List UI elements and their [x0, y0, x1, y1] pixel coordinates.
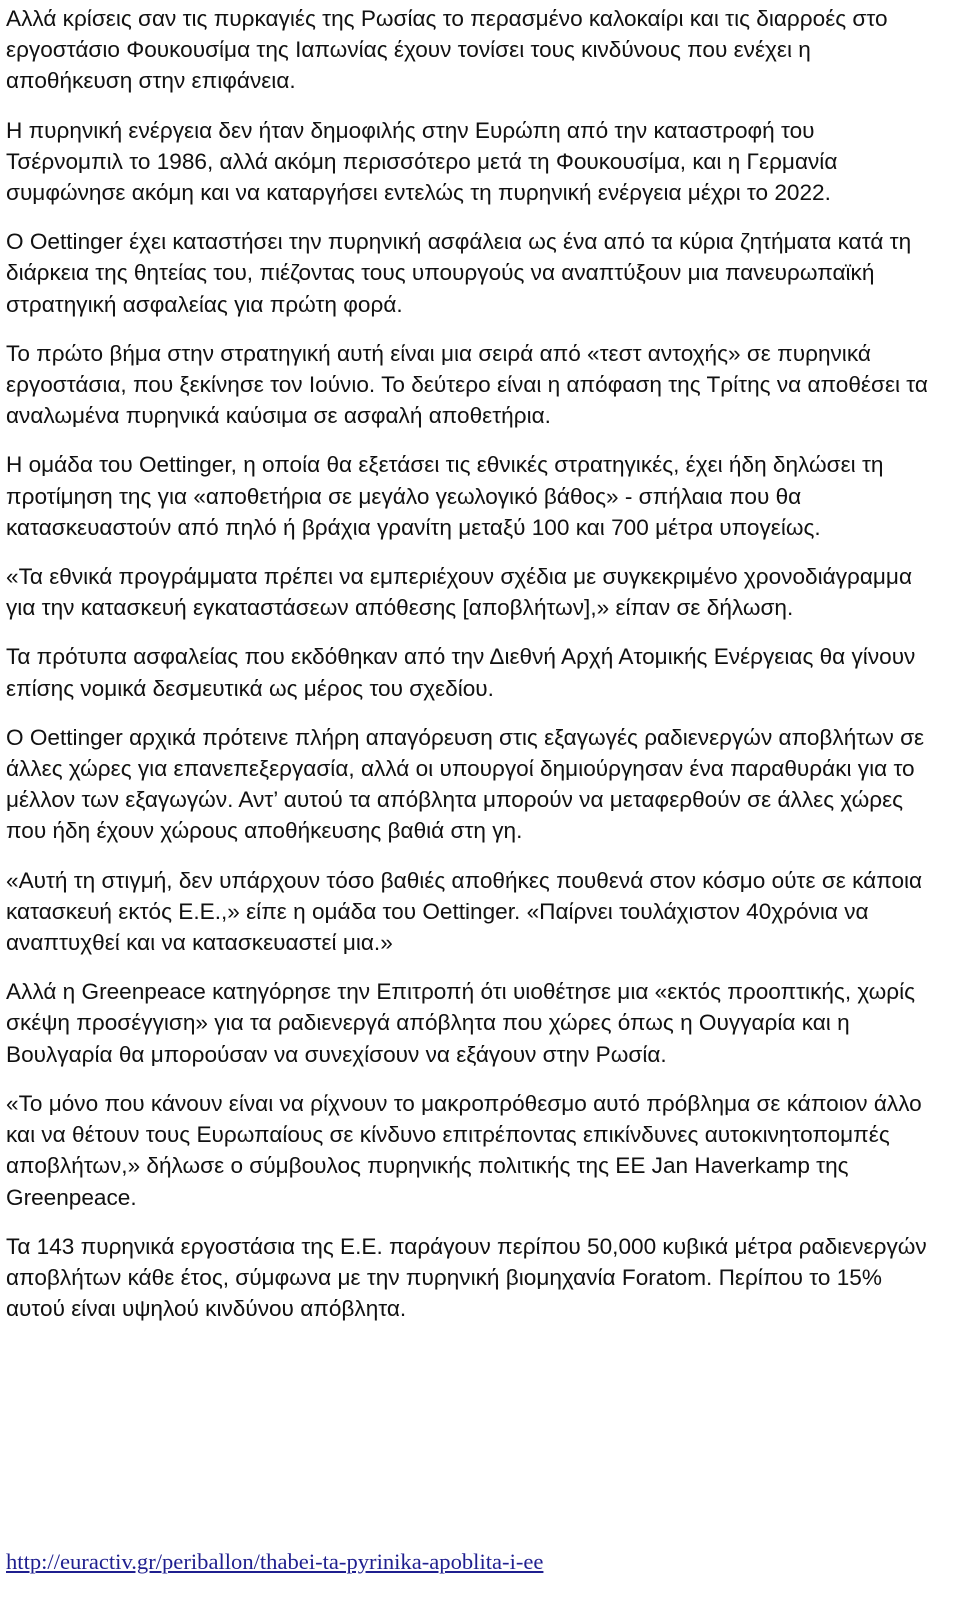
paragraph-2: Η πυρηνική ενέργεια δεν ήταν δημοφιλής στην Ευρώπη από την καταστροφή του Τσέρνομπιλ το 1986, αλλά ακόμη περισσότερο μετά τη Φουκουσίμα, και η Γερμανία συμφώνησε ακόμη και να καταργήσει εντελώς τη πυρηνική ενέργεια μέχρι το 2022.	[6, 117, 838, 206]
paragraph-6: «Τα εθνικά προγράμματα πρέπει να εμπεριέχουν σχέδια με συγκεκριμένο χρονοδιάγραμμα για την κατασκευή εγκαταστάσεων απόθεσης [αποβλήτων],» είπαν σε δήλωση.	[6, 564, 912, 621]
paragraph-11: «Το μόνο που κάνουν είναι να ρίχνουν το μακροπρόθεσμο αυτό πρόβλημα σε κάποιον άλλο και να θέτουν τους Ευρωπαίους σε κίνδυνο επιτρέποντας επικίνδυνες αυτοκινητοπομπές αποβλήτων,» δήλωσε ο σύμβουλος πυρηνικής πολιτικής της ΕΕ Jan Haverkamp της Greenpeace.	[6, 1090, 922, 1210]
paragraph-1: Αλλά κρίσεις σαν τις πυρκαγιές της Ρωσίας το περασμένο καλοκαίρι και τις διαρροές στο εργοστάσιο Φουκουσίμα της Ιαπωνίας έχουν τονίσει τους κινδύνους που ενέχει η αποθήκευση στην επιφάνεια.	[6, 6, 888, 94]
paragraph-12: Τα 143 πυρηνικά εργοστάσια της Ε.Ε. παράγουν περίπου 50,000 κυβικά μέτρα ραδιενεργών αποβλήτων κάθε έτος, σύμφωνα με την πυρηνική βιομηχανία Foratom. Περίπου το 15% αυτού είναι υψηλού κινδύνου απόβλητα.	[6, 1233, 927, 1322]
paragraph-7: Τα πρότυπα ασφαλείας που εκδόθηκαν από την Διεθνή Αρχή Ατομικής Ενέργειας θα γίνουν επίσης νομικά δεσμευτικά ως μέρος του σχεδίου.	[6, 644, 916, 701]
paragraph-8: Ο Oettinger αρχικά πρότεινε πλήρη απαγόρευση στις εξαγωγές ραδιενεργών αποβλήτων σε άλλες χώρες για επανεπεξεργασία, αλλά οι υπουργοί δημιούργησαν ένα παραθυράκι για το μέλλον των εξαγωγών. Αντ’ αυτού τα απόβλητα μπορούν να μεταφερθούν σε άλλες χώρες που ήδη έχουν χώρους αποθήκευσης βαθιά στη γη.	[6, 724, 925, 844]
source-link[interactable]: http://euractiv.gr/periballon/thabei-ta-pyrinika-apoblita-i-ee	[6, 1549, 544, 1574]
paragraph-5: Η ομάδα του Oettinger, η οποία θα εξετάσει τις εθνικές στρατηγικές, έχει ήδη δηλώσει τη προτίμηση της για «αποθετήρια σε μεγάλο γεωλογικό βάθος» - σπήλαια που θα κατασκευαστούν από πηλό ή βράχια γρανίτη μεταξύ 100 και 700 μέτρα υπογείως.	[6, 452, 884, 540]
paragraph-9: «Αυτή τη στιγμή, δεν υπάρχουν τόσο βαθιές αποθήκες πουθενά στον κόσμο ούτε σε κάποια κατασκευή εκτός Ε.Ε.,» είπε η ομάδα του Oettinger. «Παίρνει τουλάχιστον 40χρόνια να αναπτυχθεί και να κατασκευαστεί μια.»	[6, 867, 923, 956]
paragraph-3: Ο Oettinger έχει καταστήσει την πυρηνική ασφάλεια ως ένα από τα κύρια ζητήματα κατά τη διάρκεια της θητείας του, πιέζοντας τους υπουργούς να αναπτύξουν μια πανευρωπαϊκή στρατηγική ασφαλείας για πρώτη φορά.	[6, 229, 912, 317]
paragraph-10: Αλλά η Greenpeace κατηγόρησε την Επιτροπή ότι υιοθέτησε μια «εκτός προοπτικής, χωρίς σκέψη προσέγγιση» για τα ραδιενεργά απόβλητα που χώρες όπως η Ουγγαρία και η Βουλγαρία θα μπορούσαν να συνεχίσουν να εξάγουν στην Ρωσία.	[6, 979, 916, 1067]
paragraph-4: Το πρώτο βήμα στην στρατηγική αυτή είναι μια σειρά από «τεστ αντοχής» σε πυρηνικά εργοστάσια, που ξεκίνησε τον Ιούνιο. Το δεύτερο είναι η απόφαση της Τρίτης να αποθέσει τα αναλωμένα πυρηνικά καύσιμα σε ασφαλή αποθετήρια.	[6, 340, 928, 429]
